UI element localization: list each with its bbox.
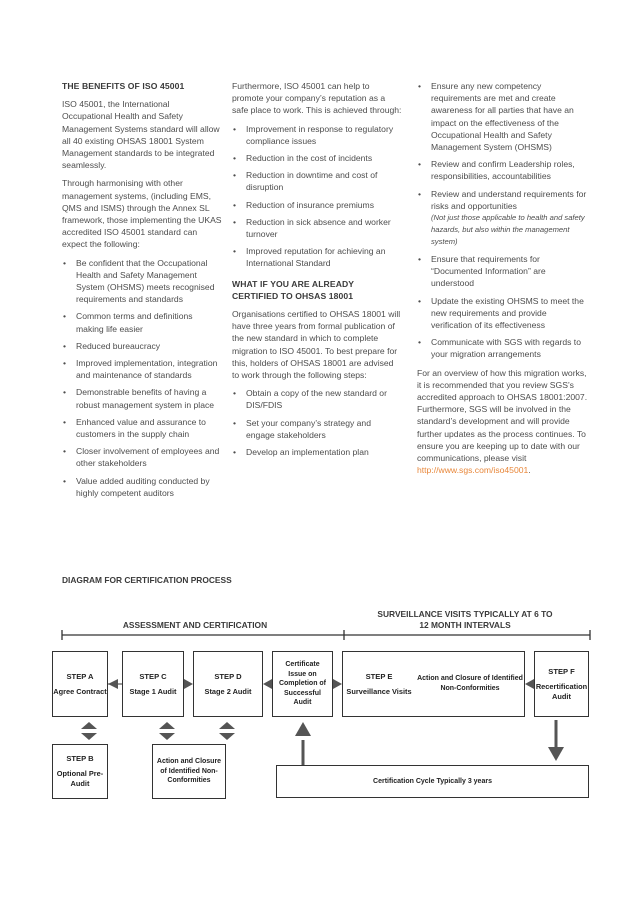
up-down-arrow-icon <box>81 722 97 740</box>
list-item: • Obtain a copy of the new standard or DIS/FDIS <box>232 387 402 411</box>
list-item: • Ensure that requirements for “Documented Information” are understood <box>417 253 589 290</box>
list-item: • Ensure any new competency requirements are met and create awareness for all parties that have an impact on the effectiveness of the Occupational Health and Safety Management System (OHSMS) <box>417 80 589 153</box>
up-down-arrow-icon <box>219 722 235 740</box>
diagram-title: DIAGRAM FOR CERTIFICATION PROCESS <box>62 575 232 585</box>
list-item: • Demonstrable benefits of having a robust management system in place <box>62 386 222 410</box>
list-item: • Set your company’s strategy and engage stakeholders <box>232 417 402 441</box>
certification-cycle-box: Certification Cycle Typically 3 years <box>276 765 589 798</box>
step-e-content <box>343 672 415 697</box>
arrow-icon <box>263 679 272 689</box>
surveillance-band-label: SURVEILLANCE VISITS TYPICALLY AT 6 TO 12 MONTH INTERVALS <box>377 609 553 630</box>
list-item: • Reduction in downtime and cost of disruption <box>232 169 402 193</box>
step-f-title: STEP F <box>548 666 575 676</box>
list-item: • Improved implementation, integration and maintenance of standards <box>62 357 222 381</box>
list-item: • Improved reputation for achieving an International Standard <box>232 245 402 269</box>
step-d-box <box>193 651 263 717</box>
step-c-title: STEP C <box>139 671 167 681</box>
benefits-intro: ISO 45001, the International Occupational Health and Safety Management Systems standard will allow all 40 existing OHSAS 18001 System Management standards to be integrated seamlessly. <box>62 99 220 171</box>
step-a-title: STEP A <box>66 671 94 681</box>
list-item: • Reduction in sick absence and worker turnover <box>232 216 402 240</box>
already-certified-text: Organisations certified to OHSAS 18001 will have three years from formal publication of the new standard in which to complete migration to ISO 45001. To best prepare for this, holders of OHSAS 18001 are advised to work through the following steps: <box>232 309 401 381</box>
list-item: • Reduction in the cost of incidents <box>232 152 402 164</box>
list-item: • Review and confirm Leadership roles, responsibilities, accountabilities <box>417 158 589 182</box>
certificate-box: Certificate Issue on Completion of Successful Audit <box>272 651 333 717</box>
list-item: • Reduction of insurance premiums <box>232 199 402 211</box>
arrow-icon <box>184 679 193 689</box>
list-item: • Improvement in response to regulatory compliance issues <box>232 123 402 147</box>
action-closure-label: Action and Closure of Identified Non-Conformities <box>417 675 523 692</box>
step-c-label: Stage 1 Audit <box>129 686 177 696</box>
step-c-box <box>122 651 184 717</box>
list-item: • Develop an implementation plan <box>232 446 402 458</box>
action-closure-box: Action and Closure of Identified Non-Conformities <box>152 744 226 799</box>
list-item: • Communicate with SGS with regards to your migration arrangements <box>417 336 589 360</box>
step-b-box <box>52 744 108 799</box>
up-arrow-icon <box>295 722 311 736</box>
up-down-arrow-icon <box>159 722 175 740</box>
step-e-label: Surveillance Visits <box>346 686 412 696</box>
list-item: • Value added auditing conducted by highly competent auditors <box>62 475 222 499</box>
overview-text: For an overview of how this migration works, it is recommended that you review SGS’s accredited approach to OHSAS 18001:2007. Furthermore, SGS will be involved in the standard’s development and will provide further updates as the process continues. To ensure you are keeping up to date with our communications, please visit <box>417 367 588 464</box>
step-f-label: Recertification Audit <box>535 681 588 701</box>
step-d-label: Stage 2 Audit <box>204 686 252 696</box>
already-certified-heading: WHAT IF YOU ARE ALREADY CERTIFIED TO OHSAS 18001 <box>232 278 354 301</box>
sgs-link[interactable]: http://www.sgs.com/iso45001 <box>417 465 529 476</box>
list-item: • Be confident that the Occupational Health and Safety Management System (OHSMS) meets recognised requirements and standards <box>62 257 222 306</box>
list-item-note: (Not just those applicable to health and safety hazards, but also within the management system) <box>431 213 585 247</box>
list-item: • Common terms and definitions making life easier <box>62 310 222 334</box>
list-item: • Reduced bureaucracy <box>62 340 222 352</box>
step-f-box <box>534 651 589 717</box>
benefits-heading: THE BENEFITS OF ISO 45001 <box>62 81 185 91</box>
arrow-icon <box>525 679 534 689</box>
down-arrow-icon <box>548 747 564 761</box>
reputation-intro: Furthermore, ISO 45001 can help to promote your company’s reputation as a safe place to work. This is achieved through: <box>232 81 402 116</box>
assessment-band-label: ASSESSMENT AND CERTIFICATION <box>122 620 268 630</box>
step-b-label: Optional Pre-Audit <box>56 769 104 788</box>
step-a-box <box>52 651 108 717</box>
list-item-text: Review and understand requirements for risks and opportunities <box>431 188 587 211</box>
list-item: • Enhanced value and assurance to customers in the supply chain <box>62 416 222 440</box>
step-b-title: STEP B <box>66 754 94 763</box>
link-suffix: . <box>528 465 531 476</box>
list-item: • Update the existing OHSMS to meet the new requirements and provide verification of its effectiveness <box>417 295 589 332</box>
arrow-icon <box>333 679 342 689</box>
list-item: • Closer involvement of employees and other stakeholders <box>62 445 222 469</box>
benefits-harmonising: Through harmonising with other management systems, (including EMS, QMS and ISMS) through the Annex SL framework, those implementing the UKAS accredited ISO 45001 standard can expect the following: <box>62 178 222 250</box>
step-d-title: STEP D <box>214 671 242 681</box>
step-e-title: STEP E <box>365 671 393 681</box>
step-a-label: Agree Contract <box>53 686 107 696</box>
